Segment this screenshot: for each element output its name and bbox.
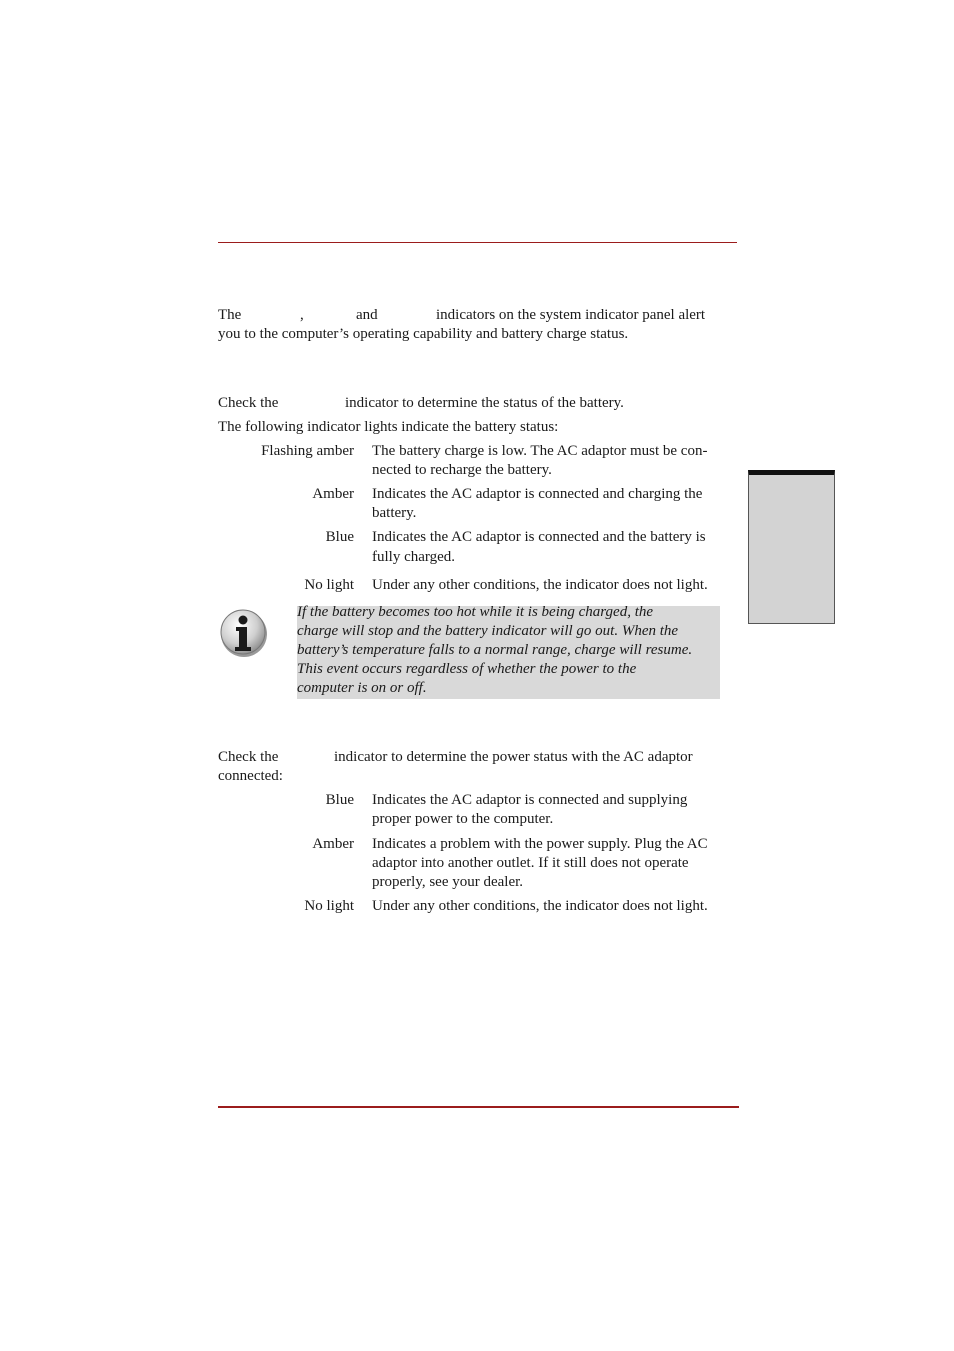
- dcin-term-blue: Blue: [325, 792, 354, 808]
- battery-desc-no-light: Under any other conditions, the indicator does not light.: [372, 577, 708, 593]
- dcin-check-prefix: Check the: [218, 749, 279, 765]
- battery-term-flashing-amber: Flashing amber: [261, 443, 354, 459]
- battery-check-suffix: indicator to determine the status of the battery.: [345, 395, 624, 411]
- battery-desc-flashing-amber-1: The battery charge is low. The AC adaptor must be con-: [372, 443, 708, 459]
- note-text: [297, 603, 727, 698]
- battery-desc-amber-1: Indicates the AC adaptor is connected and charging the: [372, 486, 703, 502]
- dcin-desc-no-light: Under any other conditions, the indicator does not light.: [372, 898, 708, 914]
- battery-term-blue: Blue: [325, 529, 354, 545]
- dcin-check-suffix: indicator to determine the power status with the AC adaptor: [334, 749, 693, 765]
- battery-desc-blue-2: fully charged.: [372, 549, 456, 565]
- chapter-tab: [748, 470, 835, 624]
- note-line-4: This event occurs regardless of whether the power to the: [297, 661, 637, 677]
- battery-desc-blue-1: Indicates the AC adaptor is connected and the battery is: [372, 529, 706, 545]
- note-line-2: charge will stop and the battery indicator will go out. When the: [297, 623, 679, 639]
- dcin-desc-amber-1: Indicates a problem with the power supply. Plug the AC: [372, 836, 708, 852]
- battery-term-amber: Amber: [312, 486, 354, 502]
- dcin-desc-amber-3: properly, see your dealer.: [372, 874, 524, 890]
- dcin-term-no-light: No light: [304, 898, 354, 914]
- battery-desc-flashing-amber-2: nected to recharge the battery.: [372, 462, 552, 478]
- dcin-desc-blue-2: proper power to the computer.: [372, 811, 554, 827]
- dcin-term-amber: Amber: [312, 836, 354, 852]
- note-line-5: computer is on or off.: [297, 680, 427, 696]
- dcin-desc-blue-1: Indicates the AC adaptor is connected and supplying: [372, 792, 688, 808]
- info-icon: [219, 607, 269, 659]
- dcin-check-line2: connected:: [218, 768, 283, 784]
- intro-word-and: and: [356, 307, 378, 323]
- dcin-desc-amber-2: adaptor into another outlet. If it still does not operate: [372, 855, 689, 871]
- header-rule: [218, 242, 737, 243]
- note-line-3: battery’s temperature falls to a normal range, charge will resume.: [297, 642, 693, 658]
- note-line-1: If the battery becomes too hot while it is being charged, the: [297, 604, 654, 620]
- battery-term-no-light: No light: [304, 577, 354, 593]
- intro-line2: you to the computer’s operating capability and battery charge status.: [218, 326, 629, 342]
- battery-desc-amber-2: battery.: [372, 505, 417, 521]
- intro-comma: ,: [300, 307, 304, 323]
- intro-word-the: The: [218, 307, 242, 323]
- intro-line1-rest: indicators on the system indicator panel alert: [436, 307, 706, 323]
- battery-check-prefix: Check the: [218, 395, 279, 411]
- footer-rule: [218, 1106, 739, 1108]
- battery-lead: The following indicator lights indicate the battery status:: [218, 419, 559, 435]
